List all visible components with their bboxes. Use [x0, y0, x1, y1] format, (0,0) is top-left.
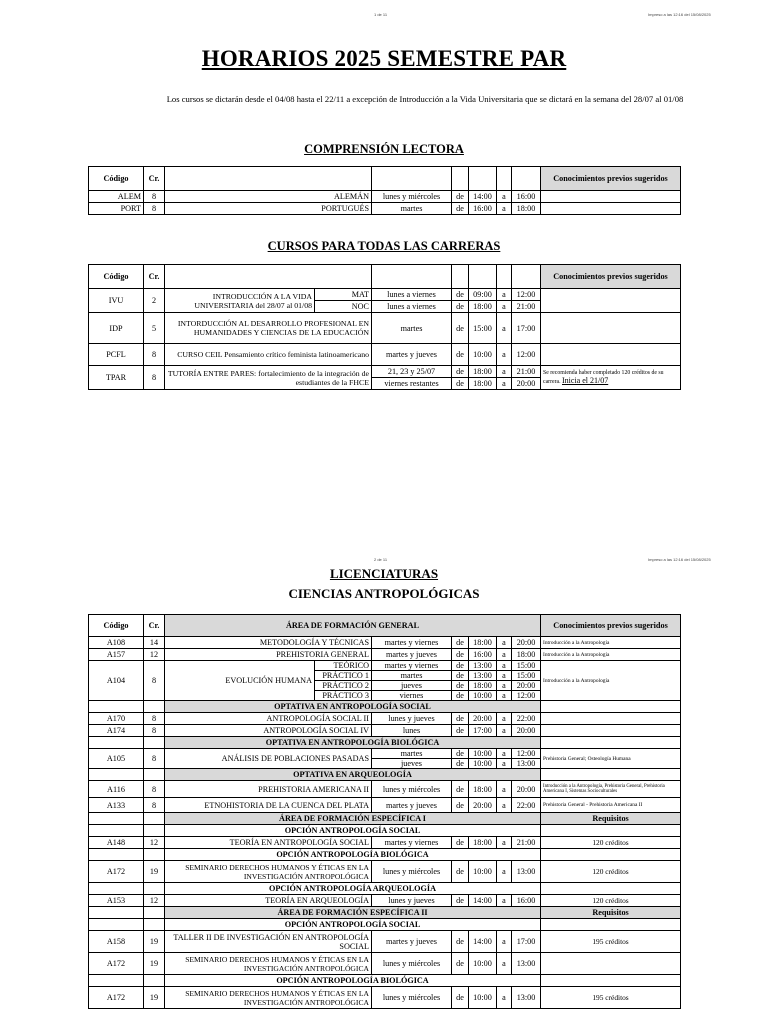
time-to: 13:00 [512, 953, 541, 975]
a-label: a [497, 671, 512, 681]
prev-note: Se recomienda haber completado 120 créditos de su carrera. [543, 370, 664, 385]
requisitos-header: Requisitos [541, 907, 681, 919]
time-to: 21:00 [512, 301, 541, 313]
time-to: 17:00 [512, 313, 541, 344]
a-label: a [497, 661, 512, 671]
de-label: de [452, 344, 469, 366]
de-label: de [452, 289, 469, 301]
section-title-todas: CURSOS PARA TODAS LAS CARRERAS [267, 239, 501, 253]
col-header-code: Código [89, 265, 144, 289]
time-to: 20:00 [512, 781, 541, 798]
de-label: de [452, 671, 469, 681]
a-label: a [497, 798, 512, 813]
time-from: 18:00 [469, 301, 497, 313]
course-code: A170 [89, 713, 144, 725]
time-from: 09:00 [469, 289, 497, 301]
course-days: martes [372, 203, 452, 215]
course-code: A174 [89, 725, 144, 737]
time-from: 13:00 [469, 671, 497, 681]
course-name: TEORÍA EN ANTROPOLOGÍA SOCIAL [165, 837, 372, 849]
a-label: a [497, 203, 512, 215]
course-credits: 5 [144, 313, 165, 344]
course-name: METODOLOGÍA Y TÉCNICAS [165, 637, 372, 649]
de-label: de [452, 953, 469, 975]
table-antropologia [88, 614, 681, 1009]
course-name: PORTUGUÉS [165, 203, 372, 215]
session-label: PRÁCTICO 3 [315, 691, 372, 701]
course-code: A148 [89, 837, 144, 849]
band-optativa-arqueologia: OPTATIVA EN ARQUEOLOGÍA [165, 769, 541, 781]
time-to: 13:00 [512, 987, 541, 1009]
course-code: ALEM [89, 191, 144, 203]
shift-label: MAT [315, 289, 372, 301]
course-days: martes [372, 749, 452, 759]
course-credits: 8 [144, 798, 165, 813]
time-to: 12:00 [512, 289, 541, 301]
course-credits: 8 [144, 725, 165, 737]
time-to: 16:00 [512, 191, 541, 203]
session-label: PRÁCTICO 1 [315, 671, 372, 681]
time-to: 12:00 [512, 691, 541, 701]
licenciaturas-title: LICENCIATURAS [329, 566, 439, 581]
prev-knowledge: Prehistoria General; Osteología Humana [541, 749, 681, 769]
course-credits: 12 [144, 837, 165, 849]
course-credits: 8 [144, 203, 165, 215]
time-to: 20:00 [512, 378, 541, 390]
course-days: lunes y miércoles [372, 953, 452, 975]
course-name: TALLER II DE INVESTIGACIÓN EN ANTROPOLOGÍA SOCIAL [165, 931, 372, 953]
course-code: A158 [89, 931, 144, 953]
requirement [541, 953, 681, 975]
course-name: SEMINARIO DERECHOS HUMANOS Y ÉTICAS EN LA INVESTIGACIÓN ANTROPOLÓGICA [165, 987, 372, 1009]
course-name: TEORÍA EN ARQUEOLOGÍA [165, 895, 372, 907]
time-from: 13:00 [469, 661, 497, 671]
time-from: 20:00 [469, 713, 497, 725]
time-from: 16:00 [469, 649, 497, 661]
a-label: a [497, 713, 512, 725]
de-label: de [452, 781, 469, 798]
a-label: a [497, 378, 512, 390]
requirement: 195 créditos [541, 987, 681, 1009]
course-name: CURSO CEIL Pensamiento crítico feminista latinoamericano [165, 344, 372, 366]
course-days: martes y jueves [372, 649, 452, 661]
time-to: 15:00 [512, 671, 541, 681]
a-label: a [497, 837, 512, 849]
col-header-prev: Conocimientos previos sugeridos [541, 167, 681, 191]
time-from: 18:00 [469, 366, 497, 378]
course-days: lunes a viernes [372, 289, 452, 301]
a-label: a [497, 931, 512, 953]
band-optativa-social: OPTATIVA EN ANTROPOLOGÍA SOCIAL [165, 701, 541, 713]
time-to: 12:00 [512, 749, 541, 759]
session-label: PRÁCTICO 2 [315, 681, 372, 691]
band-opcion-biologica-2: OPCIÓN ANTROPOLOGÍA BIOLÓGICA [165, 975, 541, 987]
time-to: 17:00 [512, 931, 541, 953]
de-label: de [452, 931, 469, 953]
course-credits: 14 [144, 637, 165, 649]
course-code: A172 [89, 861, 144, 883]
course-code: A172 [89, 953, 144, 975]
col-header-credits: Cr. [144, 615, 165, 637]
a-label: a [497, 191, 512, 203]
a-label: a [497, 366, 512, 378]
de-label: de [452, 681, 469, 691]
course-days: lunes y jueves [372, 713, 452, 725]
course-code: A105 [89, 749, 144, 769]
course-credits: 19 [144, 861, 165, 883]
intro-note: Los cursos se dictarán desde el 04/08 hasta el 22/11 a excepción de Introducción a la Vida Universitaria que se dictará en la semana del 28/07 al 01/08 [166, 94, 684, 104]
course-code: A108 [89, 637, 144, 649]
prev-knowledge: Introducción a la Antropología [541, 637, 681, 649]
course-name: PREHISTORIA GENERAL [165, 649, 372, 661]
band-area-especifica-2: ÁREA DE FORMACIÓN ESPECÍFICA II [165, 907, 541, 919]
course-credits: 8 [144, 713, 165, 725]
course-code: A172 [89, 987, 144, 1009]
de-label: de [452, 661, 469, 671]
prev-knowledge [541, 366, 681, 390]
course-credits: 8 [144, 344, 165, 366]
time-from: 18:00 [469, 837, 497, 849]
time-from: 10:00 [469, 953, 497, 975]
course-credits: 19 [144, 987, 165, 1009]
prev-knowledge: Introducción a la Antropología [541, 649, 681, 661]
course-credits: 8 [144, 781, 165, 798]
time-to: 12:00 [512, 344, 541, 366]
course-code: A104 [89, 661, 144, 701]
course-days: jueves [372, 759, 452, 769]
course-name: TUTORÍA ENTRE PARES: fortalecimiento de la integración de estudiantes de la FHCE [165, 366, 372, 390]
a-label: a [497, 749, 512, 759]
requirement: 120 créditos [541, 895, 681, 907]
antropologicas-title: CIENCIAS ANTROPOLÓGICAS [288, 586, 480, 601]
time-from: 10:00 [469, 759, 497, 769]
course-name: EVOLUCIÓN HUMANA [165, 661, 315, 701]
course-days: lunes y miércoles [372, 191, 452, 203]
requisitos-header: Requisitos [541, 813, 681, 825]
time-from: 20:00 [469, 798, 497, 813]
de-label: de [452, 759, 469, 769]
course-days: martes [372, 671, 452, 681]
a-label: a [497, 313, 512, 344]
time-from: 10:00 [469, 749, 497, 759]
de-label: de [452, 203, 469, 215]
a-label: a [497, 691, 512, 701]
a-label: a [497, 725, 512, 737]
time-from: 14:00 [469, 191, 497, 203]
course-code: PORT [89, 203, 144, 215]
time-to: 20:00 [512, 637, 541, 649]
de-label: de [452, 749, 469, 759]
a-label: a [497, 953, 512, 975]
time-to: 18:00 [512, 649, 541, 661]
time-to: 20:00 [512, 681, 541, 691]
col-header-code: Código [89, 167, 144, 191]
course-days: martes y jueves [372, 344, 452, 366]
shift-label: NOC [315, 301, 372, 313]
de-label: de [452, 637, 469, 649]
course-name: SEMINARIO DERECHOS HUMANOS Y ÉTICAS EN LA INVESTIGACIÓN ANTROPOLÓGICA [165, 953, 372, 975]
prev-knowledge: Introducción a la Antropología, Prehistoria General, Prehistoria Americana I, Sistemas Socioculturales [541, 781, 681, 798]
de-label: de [452, 301, 469, 313]
a-label: a [497, 681, 512, 691]
de-label: de [452, 798, 469, 813]
course-name: PREHISTORIA AMERICANA II [165, 781, 372, 798]
course-name: ANTROPOLOGÍA SOCIAL IV [165, 725, 372, 737]
course-days: lunes y miércoles [372, 861, 452, 883]
de-label: de [452, 725, 469, 737]
de-label: de [452, 691, 469, 701]
course-credits: 8 [144, 191, 165, 203]
time-from: 18:00 [469, 378, 497, 390]
table-comprension [88, 166, 681, 215]
course-days: martes y jueves [372, 931, 452, 953]
col-header-credits: Cr. [144, 167, 165, 191]
band-optativa-biologica: OPTATIVA EN ANTROPOLOGÍA BIOLÓGICA [165, 737, 541, 749]
time-to: 18:00 [512, 203, 541, 215]
time-from: 10:00 [469, 344, 497, 366]
de-label: de [452, 191, 469, 203]
de-label: de [452, 649, 469, 661]
course-credits: 12 [144, 895, 165, 907]
band-opcion-social: OPCIÓN ANTROPOLOGÍA SOCIAL [165, 825, 541, 837]
course-days: viernes restantes [372, 378, 452, 390]
course-code: PCFL [89, 344, 144, 366]
requirement: 120 créditos [541, 861, 681, 883]
time-from: 15:00 [469, 313, 497, 344]
a-label: a [497, 987, 512, 1009]
course-days: martes y jueves [372, 798, 452, 813]
course-days: martes y viernes [372, 637, 452, 649]
de-label: de [452, 378, 469, 390]
time-to: 22:00 [512, 713, 541, 725]
time-to: 15:00 [512, 661, 541, 671]
a-label: a [497, 301, 512, 313]
course-credits: 8 [144, 366, 165, 390]
a-label: a [497, 861, 512, 883]
course-credits: 2 [144, 289, 165, 313]
a-label: a [497, 344, 512, 366]
requirement: 195 créditos [541, 931, 681, 953]
time-from: 10:00 [469, 691, 497, 701]
course-days: lunes a viernes [372, 301, 452, 313]
course-days: lunes y miércoles [372, 781, 452, 798]
time-from: 16:00 [469, 203, 497, 215]
time-from: 18:00 [469, 637, 497, 649]
de-label: de [452, 366, 469, 378]
time-from: 14:00 [469, 931, 497, 953]
requirement: 120 créditos [541, 837, 681, 849]
time-from: 18:00 [469, 781, 497, 798]
course-credits: 19 [144, 931, 165, 953]
course-credits: 8 [144, 749, 165, 769]
course-days: jueves [372, 681, 452, 691]
time-from: 10:00 [469, 861, 497, 883]
time-to: 13:00 [512, 759, 541, 769]
course-code: A153 [89, 895, 144, 907]
print-stamp: Impreso a las 12:16 del 15/08/2025 [648, 557, 711, 562]
a-label: a [497, 649, 512, 661]
band-opcion-social-2: OPCIÓN ANTROPOLOGÍA SOCIAL [165, 919, 541, 931]
time-to: 21:00 [512, 837, 541, 849]
time-to: 21:00 [512, 366, 541, 378]
course-name: SEMINARIO DERECHOS HUMANOS Y ÉTICAS EN LA INVESTIGACIÓN ANTROPOLÓGICA [165, 861, 372, 883]
course-days: lunes y jueves [372, 895, 452, 907]
band-opcion-biologica: OPCIÓN ANTROPOLOGÍA BIOLÓGICA [165, 849, 541, 861]
course-days: martes [372, 313, 452, 344]
a-label: a [497, 637, 512, 649]
col-header-credits: Cr. [144, 265, 165, 289]
col-header-code: Código [89, 615, 144, 637]
course-code: A133 [89, 798, 144, 813]
course-name: ALEMÁN [165, 191, 372, 203]
course-code: IVU [89, 289, 144, 313]
time-from: 17:00 [469, 725, 497, 737]
course-code: A157 [89, 649, 144, 661]
de-label: de [452, 895, 469, 907]
de-label: de [452, 861, 469, 883]
start-date-link[interactable]: Inicia el 21/07 [562, 376, 609, 385]
col-header-prev: Conocimientos previos sugeridos [541, 615, 681, 637]
course-days: viernes [372, 691, 452, 701]
de-label: de [452, 987, 469, 1009]
a-label: a [497, 759, 512, 769]
table-todas [88, 264, 681, 390]
page-number: 2 de 11 [374, 557, 388, 562]
course-name: INTORDUCCIÓN AL DESARROLLO PROFESIONAL EN HUMANIDADES Y CIENCIAS DE LA EDUCACIÓN [165, 313, 372, 344]
page-number: 1 de 11 [374, 12, 388, 17]
time-from: 14:00 [469, 895, 497, 907]
a-label: a [497, 781, 512, 798]
course-name: INTRODUCCIÓN A LA VIDA UNIVERSITARIA del 28/07 al 01/08 [165, 289, 315, 313]
time-to: 13:00 [512, 861, 541, 883]
course-days: 21, 23 y 25/07 [372, 366, 452, 378]
session-label: TEÓRICO [315, 661, 372, 671]
band-area-especifica-1: ÁREA DE FORMACIÓN ESPECÍFICA I [165, 813, 541, 825]
course-code: TPAR [89, 366, 144, 390]
course-code: A116 [89, 781, 144, 798]
band-opcion-arqueologia: OPCIÓN ANTROPOLOGÍA ARQUEOLOGÍA [165, 883, 541, 895]
course-credits: 19 [144, 953, 165, 975]
time-from: 18:00 [469, 681, 497, 691]
prev-knowledge: Prehistoria General - Prehistoria Americana II [541, 798, 681, 813]
time-to: 16:00 [512, 895, 541, 907]
course-name: ANÁLISIS DE POBLACIONES PASADAS [165, 749, 372, 769]
col-header-prev: Conocimientos previos sugeridos [541, 265, 681, 289]
course-code: IDP [89, 313, 144, 344]
course-credits: 8 [144, 661, 165, 701]
print-stamp: Impreso a las 12:16 del 15/08/2025 [648, 12, 711, 17]
course-name: ETNOHISTORIA DE LA CUENCA DEL PLATA [165, 798, 372, 813]
a-label: a [497, 289, 512, 301]
de-label: de [452, 713, 469, 725]
page-title: HORARIOS 2025 SEMESTRE PAR [201, 46, 567, 71]
prev-knowledge: Introducción a la Antropología [541, 661, 681, 701]
course-name: ANTROPOLOGÍA SOCIAL II [165, 713, 372, 725]
course-days: lunes y miércoles [372, 987, 452, 1009]
time-to: 22:00 [512, 798, 541, 813]
section-title-comprension: COMPRENSIÓN LECTORA [304, 142, 464, 156]
course-credits: 12 [144, 649, 165, 661]
course-days: lunes [372, 725, 452, 737]
de-label: de [452, 313, 469, 344]
de-label: de [452, 837, 469, 849]
time-to: 20:00 [512, 725, 541, 737]
a-label: a [497, 895, 512, 907]
course-days: martes y viernes [372, 661, 452, 671]
area-general-header: ÁREA DE FORMACIÓN GENERAL [165, 615, 541, 637]
course-days: martes y viernes [372, 837, 452, 849]
time-from: 10:00 [469, 987, 497, 1009]
